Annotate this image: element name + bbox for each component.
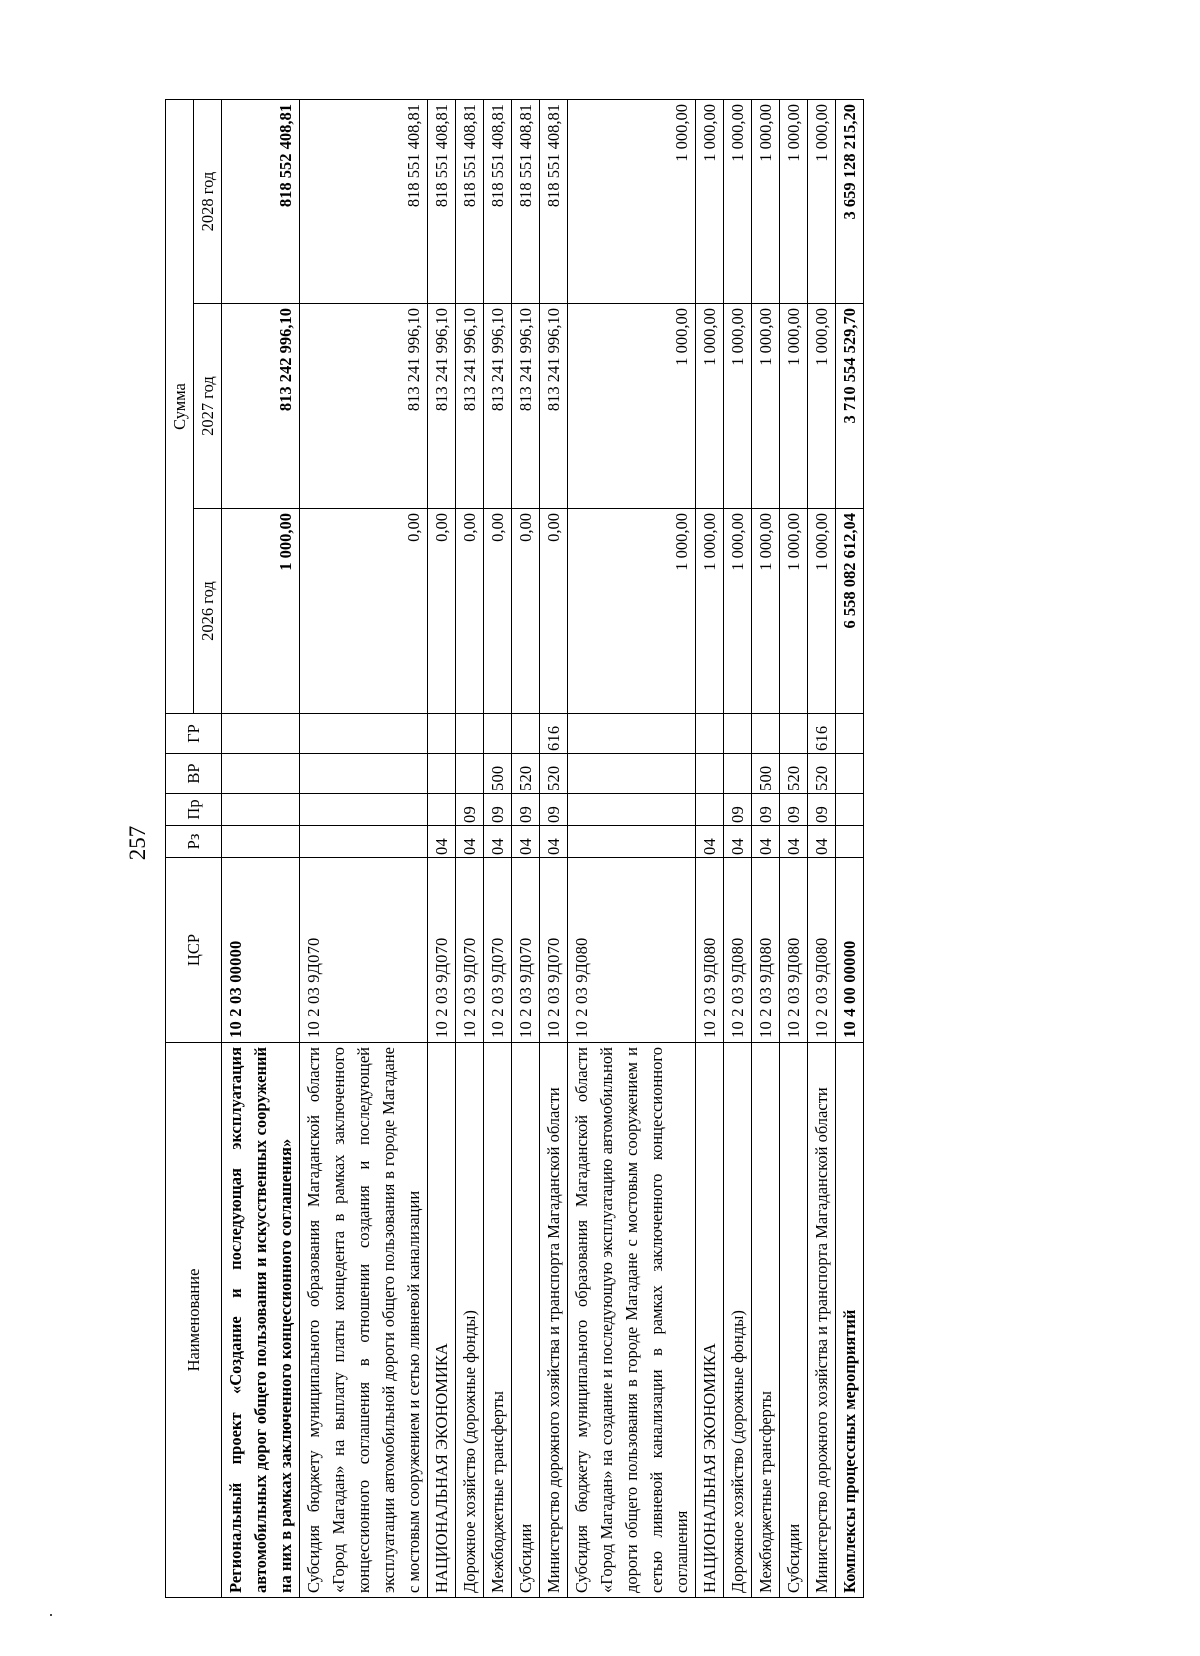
cell-y2026: 1 000,00 bbox=[724, 509, 752, 714]
cell-csr: 10 2 03 9Д080 bbox=[780, 858, 808, 1043]
cell-vr bbox=[696, 754, 724, 794]
cell-y2028: 1 000,00 bbox=[568, 100, 696, 304]
cell-pr bbox=[300, 794, 428, 826]
table-row bbox=[780, 100, 808, 1598]
scan-speck bbox=[50, 1614, 52, 1616]
cell-y2026: 0,00 bbox=[456, 509, 484, 714]
cell-y2027: 1 000,00 bbox=[808, 304, 836, 509]
cell-rz: 04 bbox=[540, 826, 568, 858]
cell-y2026: 1 000,00 bbox=[808, 509, 836, 714]
cell-rz: 04 bbox=[724, 826, 752, 858]
table-row bbox=[836, 100, 864, 1598]
cell-pr: 09 bbox=[512, 794, 540, 826]
cell-gr bbox=[300, 714, 428, 754]
cell-y2028: 1 000,00 bbox=[808, 100, 836, 304]
cell-gr bbox=[222, 714, 300, 754]
cell-csr: 10 2 03 9Д070 bbox=[540, 858, 568, 1043]
cell-rz: 04 bbox=[752, 826, 780, 858]
cell-gr bbox=[696, 714, 724, 754]
cell-pr bbox=[222, 794, 300, 826]
header-csr: ЦСР bbox=[166, 858, 222, 1043]
cell-y2027: 813 241 996,10 bbox=[540, 304, 568, 509]
cell-y2027: 813 241 996,10 bbox=[300, 304, 428, 509]
cell-vr bbox=[428, 754, 456, 794]
cell-rz bbox=[568, 826, 696, 858]
cell-y2028: 1 000,00 bbox=[752, 100, 780, 304]
header-2026: 2026 год bbox=[194, 509, 222, 714]
cell-name: НАЦИОНАЛЬНАЯ ЭКОНОМИКА bbox=[428, 1043, 456, 1598]
header-sum: Сумма bbox=[166, 100, 194, 714]
cell-gr bbox=[428, 714, 456, 754]
cell-csr: 10 2 03 9Д080 bbox=[696, 858, 724, 1043]
cell-rz: 04 bbox=[512, 826, 540, 858]
budget-table bbox=[165, 99, 864, 1598]
table-row bbox=[568, 100, 696, 1598]
table-row bbox=[808, 100, 836, 1598]
cell-gr bbox=[568, 714, 696, 754]
rotated-table-container bbox=[165, 100, 1060, 1598]
cell-name: Министерство дорожного хозяйства и транспорта Магаданской области bbox=[808, 1043, 836, 1598]
cell-y2026: 0,00 bbox=[512, 509, 540, 714]
cell-rz: 04 bbox=[428, 826, 456, 858]
cell-vr bbox=[300, 754, 428, 794]
cell-y2026: 0,00 bbox=[540, 509, 568, 714]
cell-vr: 520 bbox=[540, 754, 568, 794]
cell-rz: 04 bbox=[484, 826, 512, 858]
header-gr: ГР bbox=[166, 714, 222, 754]
cell-pr bbox=[696, 794, 724, 826]
page-number: 257 bbox=[125, 825, 150, 861]
cell-pr: 09 bbox=[780, 794, 808, 826]
cell-y2026: 1 000,00 bbox=[696, 509, 724, 714]
cell-pr bbox=[428, 794, 456, 826]
cell-pr: 09 bbox=[456, 794, 484, 826]
header-name: Наименование bbox=[166, 1043, 222, 1598]
cell-y2028: 1 000,00 bbox=[696, 100, 724, 304]
cell-y2028: 818 551 408,81 bbox=[540, 100, 568, 304]
cell-vr bbox=[724, 754, 752, 794]
cell-y2027: 813 241 996,10 bbox=[428, 304, 456, 509]
cell-y2028: 818 551 408,81 bbox=[484, 100, 512, 304]
cell-rz: 04 bbox=[780, 826, 808, 858]
cell-y2027: 813 242 996,10 bbox=[222, 304, 300, 509]
cell-y2026: 1 000,00 bbox=[752, 509, 780, 714]
cell-pr: 09 bbox=[540, 794, 568, 826]
cell-name: Дорожное хозяйство (дорожные фонды) bbox=[724, 1043, 752, 1598]
cell-vr: 500 bbox=[484, 754, 512, 794]
cell-pr: 09 bbox=[752, 794, 780, 826]
cell-name: Межбюджетные трансферты bbox=[752, 1043, 780, 1598]
cell-rz: 04 bbox=[808, 826, 836, 858]
cell-vr bbox=[836, 754, 864, 794]
header-row-1 bbox=[166, 100, 194, 1598]
cell-y2026: 1 000,00 bbox=[568, 509, 696, 714]
cell-y2026: 0,00 bbox=[484, 509, 512, 714]
header-rz: Рз bbox=[166, 826, 222, 858]
cell-name: Субсидия бюджету муниципального образования Магаданской области «Город Магадан» на выплату платы концедента в рамках заключенного концессионного соглашения в отношении создания и последующей эксплуатации автомобильной дороги общего пользования в городе Магадане с мостовым сооружением и сетью ливневой канализации bbox=[300, 1043, 428, 1598]
cell-y2027: 1 000,00 bbox=[752, 304, 780, 509]
cell-csr: 10 2 03 9Д070 bbox=[456, 858, 484, 1043]
cell-y2027: 1 000,00 bbox=[780, 304, 808, 509]
cell-pr: 09 bbox=[724, 794, 752, 826]
cell-csr: 10 2 03 9Д080 bbox=[568, 858, 696, 1043]
cell-name: Комплексы процессных мероприятий bbox=[836, 1043, 864, 1598]
cell-csr: 10 2 03 9Д070 bbox=[512, 858, 540, 1043]
cell-y2028: 3 659 128 215,20 bbox=[836, 100, 864, 304]
cell-csr: 10 4 00 00000 bbox=[836, 858, 864, 1043]
cell-rz bbox=[836, 826, 864, 858]
table-row bbox=[724, 100, 752, 1598]
cell-csr: 10 2 03 9Д080 bbox=[724, 858, 752, 1043]
header-vr: ВР bbox=[166, 754, 222, 794]
cell-gr bbox=[484, 714, 512, 754]
cell-vr bbox=[222, 754, 300, 794]
cell-vr: 500 bbox=[752, 754, 780, 794]
cell-rz bbox=[222, 826, 300, 858]
cell-y2028: 818 551 408,81 bbox=[512, 100, 540, 304]
table-row bbox=[222, 100, 300, 1598]
cell-y2026: 1 000,00 bbox=[780, 509, 808, 714]
cell-y2027: 1 000,00 bbox=[568, 304, 696, 509]
table-row bbox=[428, 100, 456, 1598]
cell-y2028: 818 551 408,81 bbox=[428, 100, 456, 304]
cell-pr: 09 bbox=[808, 794, 836, 826]
cell-y2026: 0,00 bbox=[428, 509, 456, 714]
cell-y2028: 818 551 408,81 bbox=[456, 100, 484, 304]
cell-gr bbox=[512, 714, 540, 754]
table-body bbox=[222, 100, 864, 1598]
cell-csr: 10 2 03 9Д080 bbox=[808, 858, 836, 1043]
cell-gr bbox=[456, 714, 484, 754]
cell-csr: 10 2 03 9Д070 bbox=[300, 858, 428, 1043]
cell-vr: 520 bbox=[808, 754, 836, 794]
cell-csr: 10 2 03 00000 bbox=[222, 858, 300, 1043]
header-2028: 2028 год bbox=[194, 100, 222, 304]
cell-rz: 04 bbox=[696, 826, 724, 858]
cell-csr: 10 2 03 9Д070 bbox=[484, 858, 512, 1043]
cell-gr bbox=[836, 714, 864, 754]
cell-y2026: 6 558 082 612,04 bbox=[836, 509, 864, 714]
cell-y2027: 3 710 554 529,70 bbox=[836, 304, 864, 509]
cell-y2026: 0,00 bbox=[300, 509, 428, 714]
cell-y2027: 1 000,00 bbox=[724, 304, 752, 509]
table-row bbox=[456, 100, 484, 1598]
table-row bbox=[540, 100, 568, 1598]
cell-pr bbox=[568, 794, 696, 826]
cell-y2027: 1 000,00 bbox=[696, 304, 724, 509]
cell-gr bbox=[752, 714, 780, 754]
cell-gr: 616 bbox=[540, 714, 568, 754]
cell-rz bbox=[300, 826, 428, 858]
cell-vr: 520 bbox=[780, 754, 808, 794]
cell-y2028: 818 552 408,81 bbox=[222, 100, 300, 304]
table-row bbox=[512, 100, 540, 1598]
cell-vr: 520 bbox=[512, 754, 540, 794]
cell-csr: 10 2 03 9Д080 bbox=[752, 858, 780, 1043]
cell-name: Дорожное хозяйство (дорожные фонды) bbox=[456, 1043, 484, 1598]
cell-pr bbox=[836, 794, 864, 826]
table-row bbox=[484, 100, 512, 1598]
cell-csr: 10 2 03 9Д070 bbox=[428, 858, 456, 1043]
cell-name: Субсидия бюджету муниципального образования Магаданской области «Город Магадан» на создание и последующую эксплуатацию автомобильной дороги общего пользования в городе Магадане с мостовым сооружением и сетью ливневой канализации в рамках заключенного концессионного соглашения bbox=[568, 1043, 696, 1598]
cell-name: Региональный проект «Создание и последующая эксплуатация автомобильных дорог общего пользования и искусственных сооружений на них в рамках заключенного концессионного соглашения» bbox=[222, 1043, 300, 1598]
cell-name: Межбюджетные трансферты bbox=[484, 1043, 512, 1598]
cell-gr bbox=[780, 714, 808, 754]
cell-y2028: 1 000,00 bbox=[724, 100, 752, 304]
header-2027: 2027 год bbox=[194, 304, 222, 509]
table-row bbox=[300, 100, 428, 1598]
cell-name: НАЦИОНАЛЬНАЯ ЭКОНОМИКА bbox=[696, 1043, 724, 1598]
header-pr: Пр bbox=[166, 794, 222, 826]
cell-y2027: 813 241 996,10 bbox=[484, 304, 512, 509]
cell-name: Субсидии bbox=[780, 1043, 808, 1598]
cell-y2027: 813 241 996,10 bbox=[512, 304, 540, 509]
cell-y2026: 1 000,00 bbox=[222, 509, 300, 714]
cell-vr bbox=[568, 754, 696, 794]
cell-vr bbox=[456, 754, 484, 794]
cell-rz: 04 bbox=[456, 826, 484, 858]
cell-gr bbox=[724, 714, 752, 754]
cell-pr: 09 bbox=[484, 794, 512, 826]
table-row bbox=[752, 100, 780, 1598]
cell-name: Субсидии bbox=[512, 1043, 540, 1598]
cell-y2027: 813 241 996,10 bbox=[456, 304, 484, 509]
table-row bbox=[696, 100, 724, 1598]
cell-y2028: 818 551 408,81 bbox=[300, 100, 428, 304]
cell-y2028: 1 000,00 bbox=[780, 100, 808, 304]
cell-name: Министерство дорожного хозяйства и транспорта Магаданской области bbox=[540, 1043, 568, 1598]
cell-gr: 616 bbox=[808, 714, 836, 754]
